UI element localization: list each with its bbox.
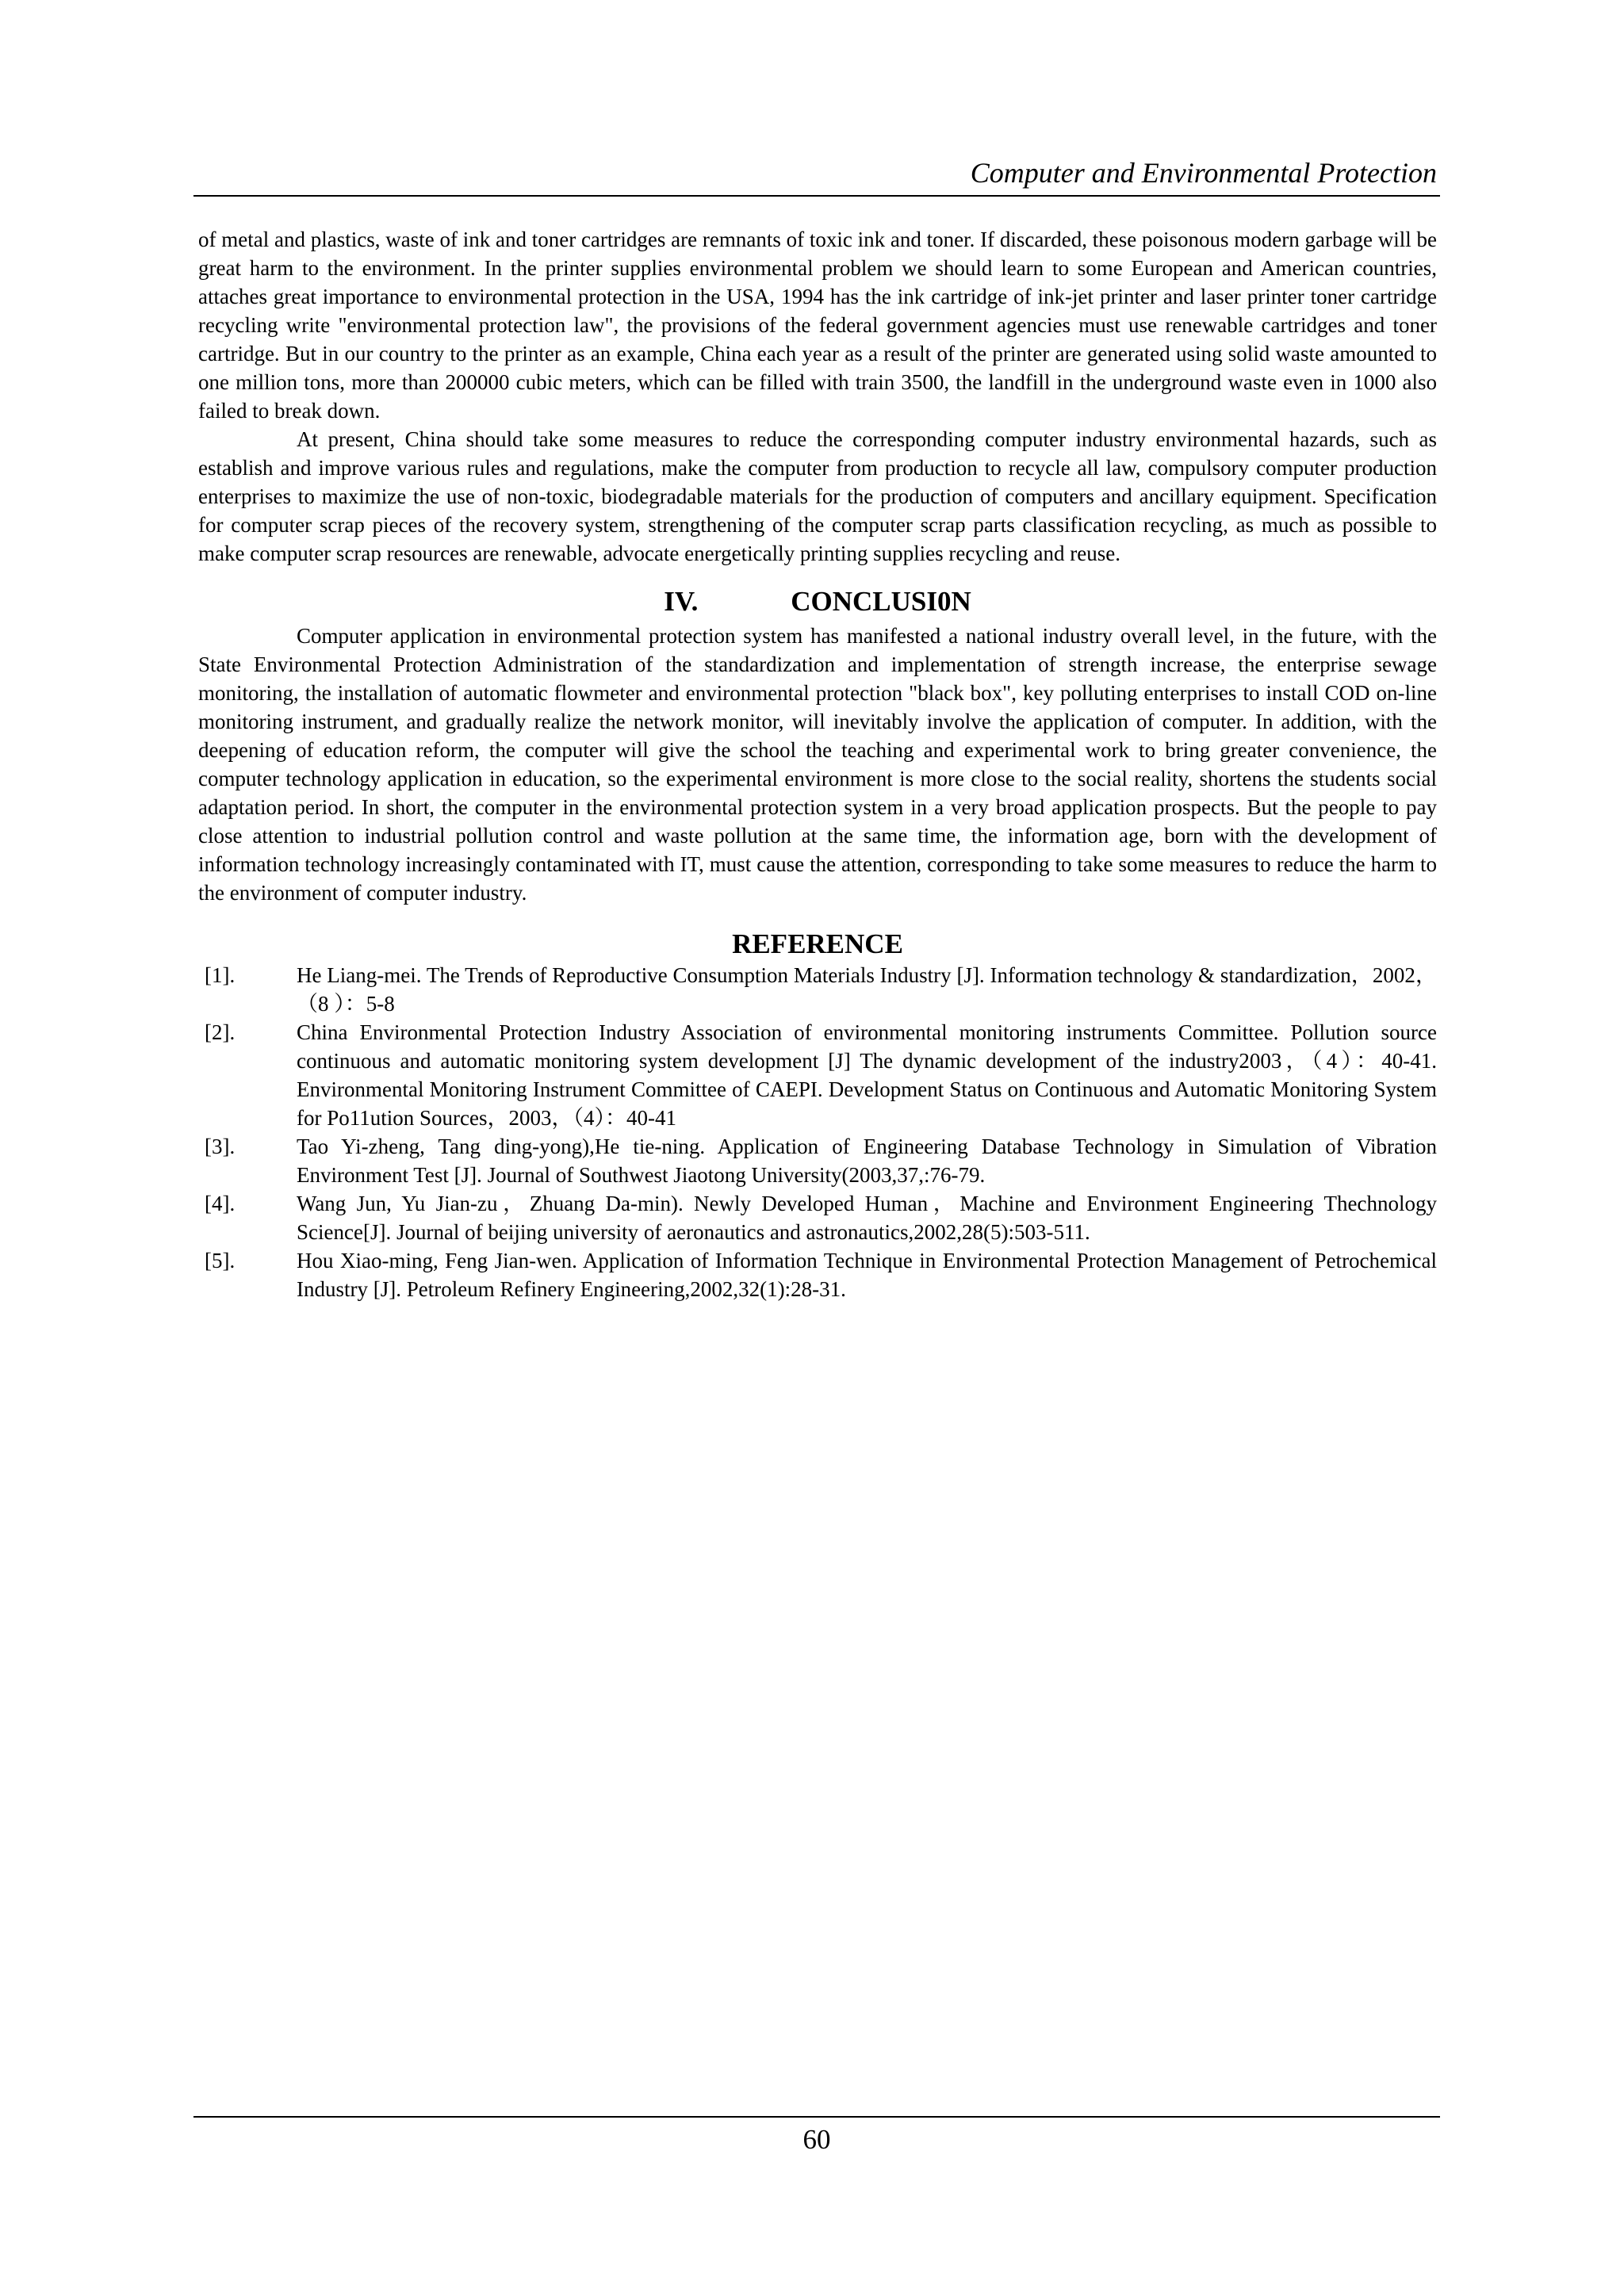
reference-label: [2]. bbox=[205, 1020, 236, 1044]
reference-label: [1]. bbox=[205, 963, 236, 987]
reference-item bbox=[198, 1246, 1437, 1303]
page-content bbox=[198, 225, 1437, 1303]
reference-text: He Liang-mei. The Trends of Reproductive Consumption Materials Industry [J]. Information technology & standardization，2002，（8 ）：5-8 bbox=[297, 963, 1437, 1016]
running-header bbox=[193, 151, 1440, 197]
reference-label: [5]. bbox=[205, 1249, 236, 1272]
body-paragraph: At present, China should take some measures to reduce the corresponding computer industry environmental hazards, such as establish and improve various rules and regulations, make the computer from production to recycle all law, compulsory computer production enterprises to maximize the use of non-toxic, biodegradable materials for the production of computers and ancillary equipment. Specification for computer scrap pieces of the recovery system, strengthening of the computer scrap parts classification recycling, as much as possible to make computer scrap resources are renewable, advocate energetically printing supplies recycling and reuse. bbox=[198, 427, 1437, 565]
reference-list bbox=[198, 961, 1437, 1303]
section-number: IV. bbox=[664, 586, 699, 617]
reference-item bbox=[198, 1189, 1437, 1246]
reference-text: Tao Yi-zheng, Tang ding-yong),He tie-ning. Application of Engineering Database Technology in Simulation of Vibration Environment Test [J]. Journal of Southwest Jiaotong University(2003,37,:76-79. bbox=[297, 1135, 1437, 1187]
reference-item bbox=[198, 961, 1437, 1018]
reference-item bbox=[198, 1018, 1437, 1132]
reference-text: China Environmental Protection Industry Association of environmental monitoring instruments Committee. Pollution source continuous and automatic monitoring system development [J] The dynamic development of the industry2003，（4）：40-41. Environmental Monitoring Instrument Committee of CAEPI. Development Status on Continuous and Automatic Monitoring System for Po11ution Sources，2003，（4）：40-41 bbox=[297, 1020, 1437, 1130]
references-heading: REFERENCE bbox=[732, 928, 903, 959]
reference-text: Wang Jun, Yu Jian-zu，Zhuang Da-min). Newly Developed Human，Machine and Environment Engineering Thechnology Science[J]. Journal of beijing university of aeronautics and astronautics,2002,28(5):503-511. bbox=[297, 1192, 1437, 1244]
footer-rule bbox=[193, 2116, 1440, 2118]
reference-label: [3]. bbox=[205, 1135, 236, 1158]
reference-item bbox=[198, 1132, 1437, 1189]
section-heading-conclusion bbox=[198, 585, 1437, 618]
reference-label: [4]. bbox=[205, 1192, 236, 1215]
body-paragraph-continued: of metal and plastics, waste of ink and toner cartridges are remnants of toxic ink and toner. If discarded, these poisonous modern garbage will be great harm to the environment. In the printer supplies environmental problem we should learn to some European and American countries, attaches great importance to environmental protection in the USA, 1994 has the ink cartridge of ink-jet printer and laser printer toner cartridge recycling write "environmental protection law", the provisions of the federal government agencies must use renewable cartridges and toner cartridge. But in our country to the printer as an example, China each year as a result of the printer are generated using solid waste amounted to one million tons, more than 200000 cubic meters, which can be filled with train 3500, the landfill in the underground waste even in 1000 also failed to break down. bbox=[198, 228, 1437, 423]
reference-text: Hou Xiao-ming, Feng Jian-wen. Application of Information Technique in Environmental Protection Management of Petrochemical Industry [J]. Petroleum Refinery Engineering,2002,32(1):28-31. bbox=[297, 1249, 1437, 1301]
running-title: Computer and Environmental Protection bbox=[970, 157, 1437, 189]
conclusion-paragraph: Computer application in environmental protection system has manifested a national industry overall level, in the future, with the State Environmental Protection Administration of the standardization and implementation of strength increase, the enterprise sewage monitoring, the installation of automatic flowmeter and environmental protection "black box", key polluting enterprises to install COD on-line monitoring instrument, and gradually realize the network monitor, will inevitably involve the application of computer. In addition, with the deepening of education reform, the computer will give the school the teaching and experimental work to bring greater convenience, the computer technology application in education, so the experimental environment is more close to the social reality, shortens the students social adaptation period. In short, the computer in the environmental protection system in a very broad application prospects. But the people to pay close attention to industrial pollution control and waste pollution at the same time, the information age, born with the development of information technology increasingly contaminated with IT, must cause the attention, corresponding to take some measures to reduce the harm to the environment of computer industry. bbox=[198, 624, 1437, 905]
section-title: CONCLUSI0N bbox=[791, 586, 971, 617]
page-number: 60 bbox=[802, 2124, 831, 2155]
